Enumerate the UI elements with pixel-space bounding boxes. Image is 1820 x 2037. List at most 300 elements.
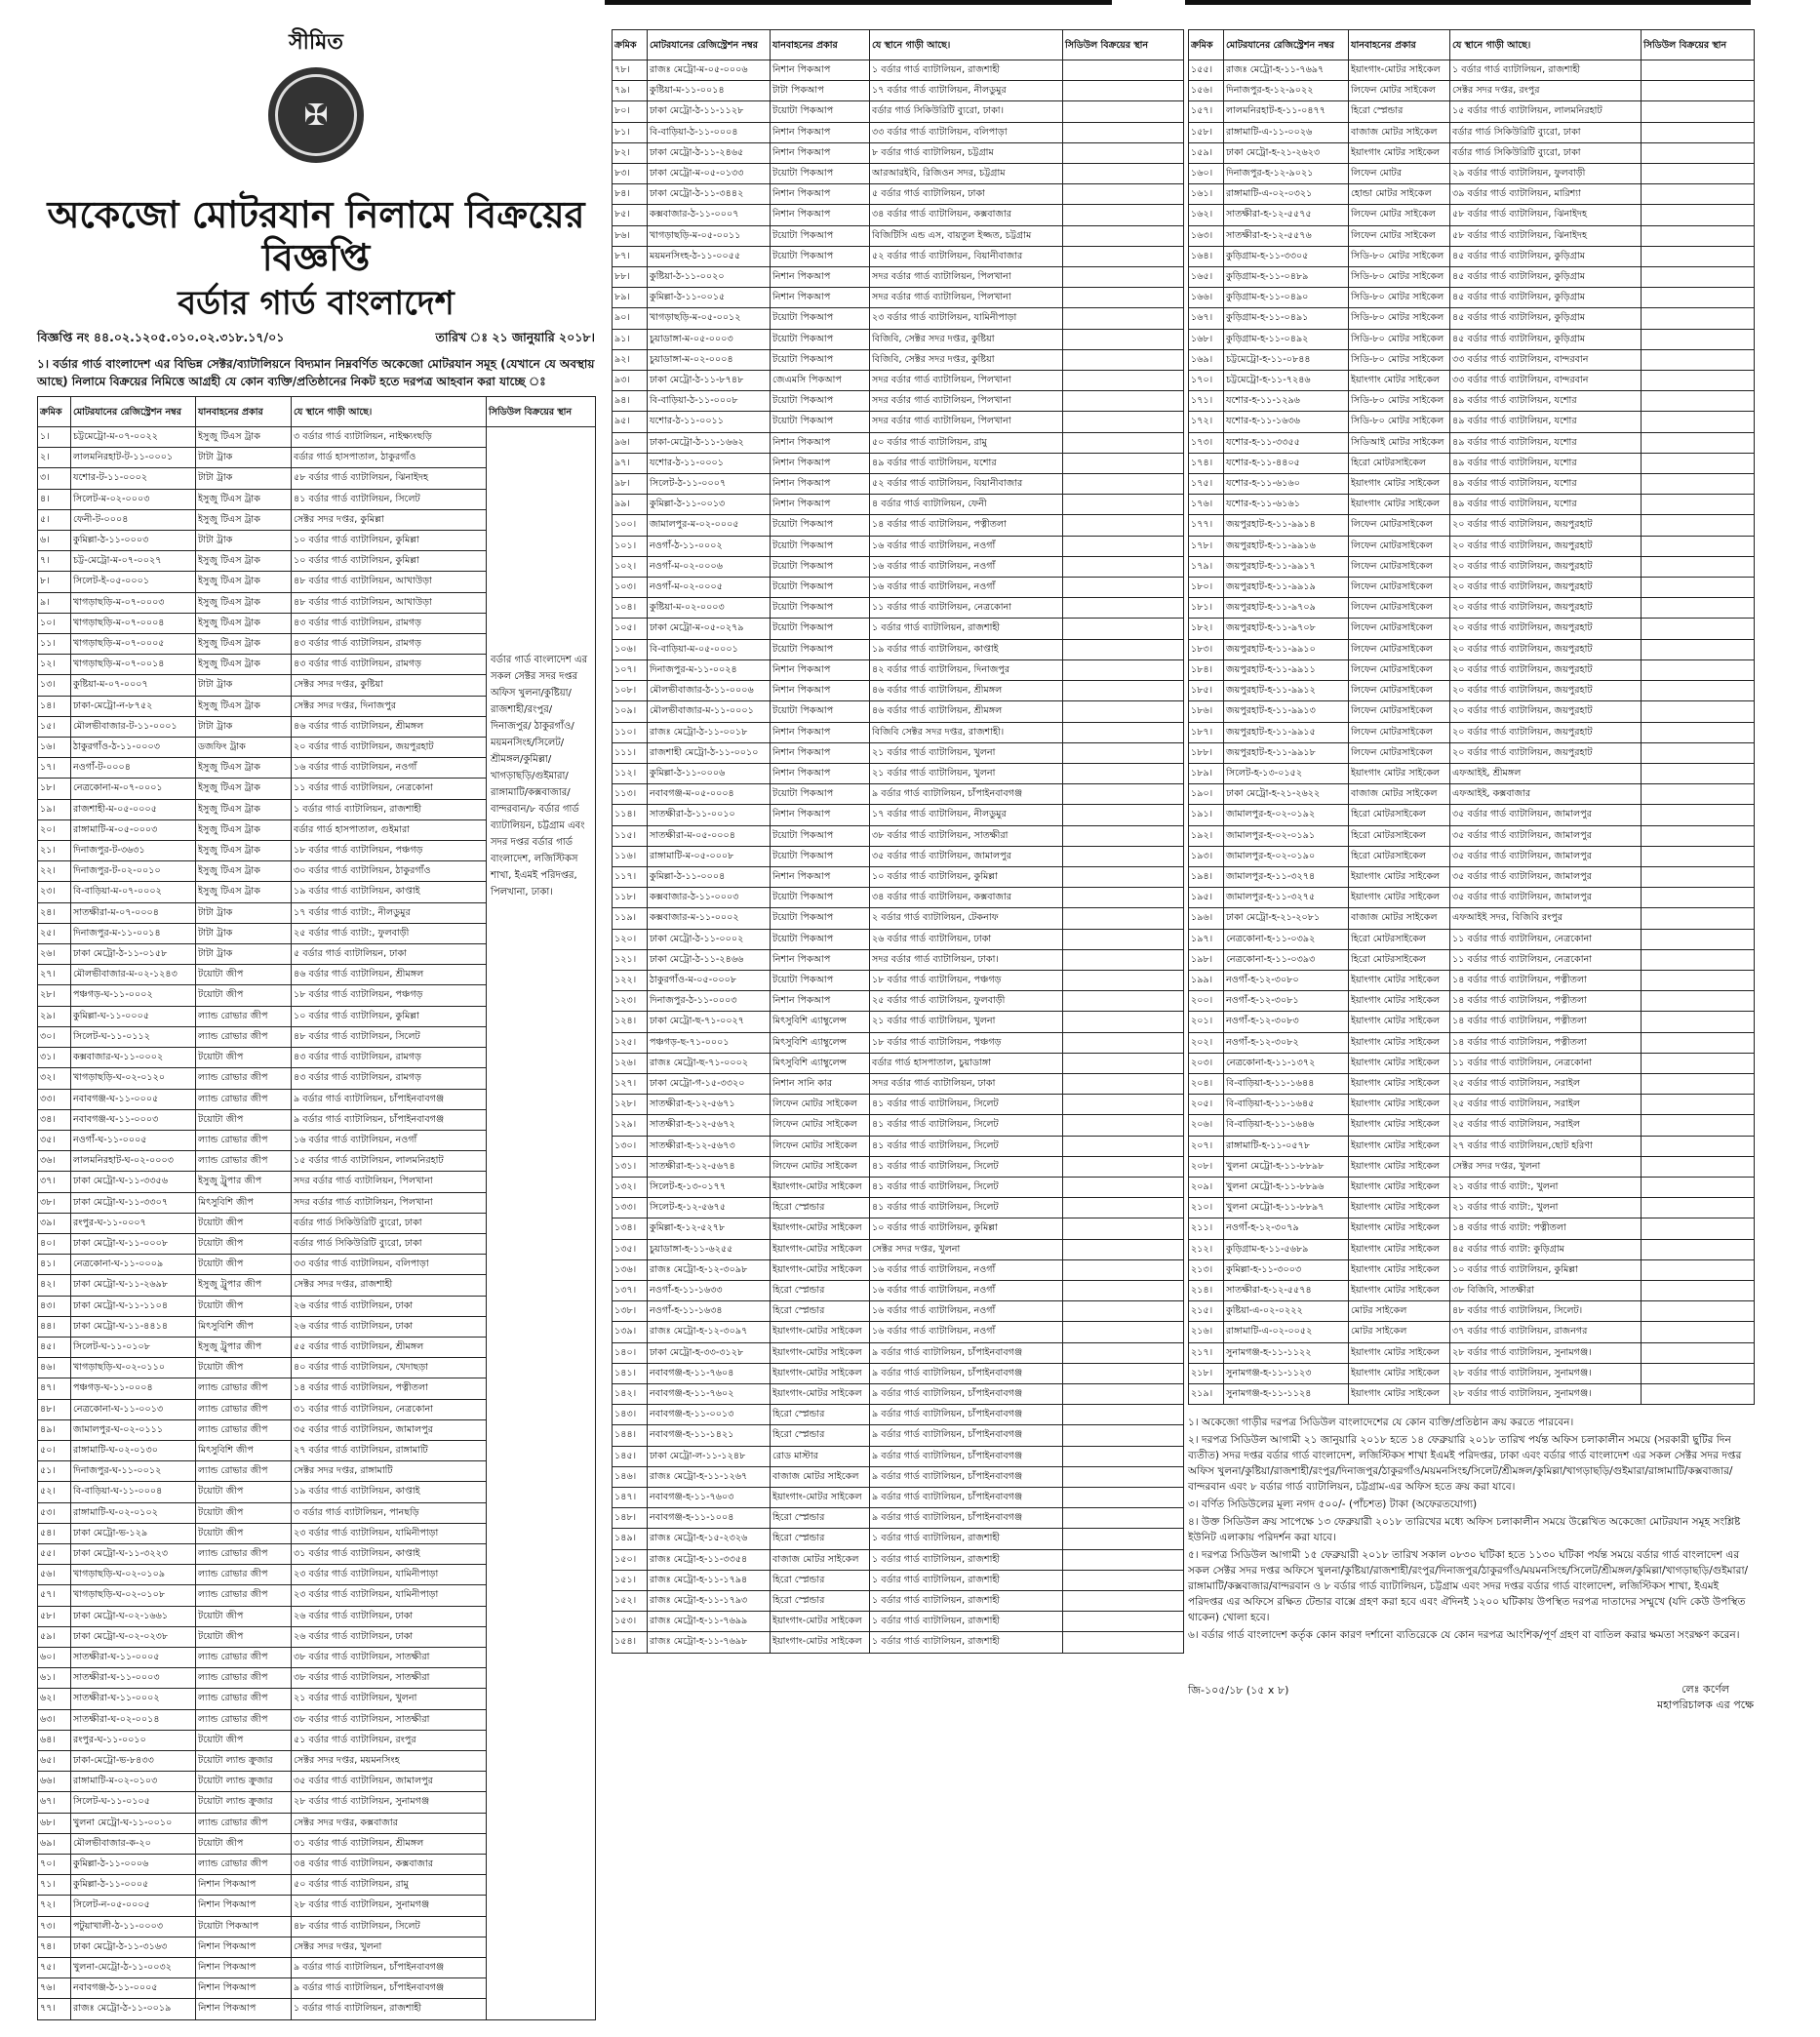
cell-registration: দিনাজপুর-ট-৩৬৩১ [71,841,196,861]
cell-location: ২০ বর্ডার গার্ড ব্যাটালিয়ন, জয়পুরহাট [1450,578,1642,598]
cell-location: ২০ বর্ডার গার্ড ব্যাটালিয়ন, জয়পুরহাট [1450,639,1642,659]
cell-vehicle-type: নিশান পিকআপ [771,142,870,163]
cell-registration: ঢাকা মেট্রো-ঠ-১১-৩৪৪২ [648,184,771,205]
cell-vehicle-type: ইয়াংগাং মোটর সাইকেল [1349,1115,1450,1136]
cell-location: ৩ বর্ডার গার্ড ব্যাটালিয়ন, নাইক্ষ্যংছড়ি [292,427,487,448]
cell-serial: ১৯০। [1189,784,1224,805]
table-row [613,742,1184,763]
table-row [1189,556,1755,577]
cell-vehicle-type: ইসুজু টিএস ট্রাক [196,613,292,633]
table-row [613,1115,1184,1136]
table-row [1189,1053,1755,1073]
cell-schedule-empty [1063,1488,1184,1508]
cell-location: ১ বর্ডার গার্ড ব্যাটালিয়ন, রাজশাহী [870,1632,1063,1653]
cell-schedule-empty [1063,1032,1184,1053]
cell-schedule-empty [1063,1466,1184,1487]
cell-registration: যশোর-হ-১১-৩৩৫৫ [1224,432,1349,453]
cell-schedule-empty [1063,1322,1184,1342]
cell-serial: ৫৬। [38,1565,71,1585]
cell-serial: ১২৩। [613,991,648,1012]
cell-location: ৩৭ বর্ডার গার্ড ব্যাটালিয়ন, রাজনগর [1450,1322,1642,1342]
table-row [613,308,1184,329]
cell-vehicle-type: টয়োটা জীপ [196,1730,292,1750]
cell-vehicle-type: টয়োটা জীপ [196,1255,292,1275]
cell-registration: দিনাজপুর-ট-০২-০০১০ [71,861,196,882]
table-row [613,929,1184,949]
cell-registration: সাতক্ষীরা-ঘ-১১-০০০২ [71,1689,196,1709]
cell-registration: জয়পুরহাট-হ-১১-৯৯১৩ [1224,701,1349,722]
cell-vehicle-type: সিডি-৮০ মোটর সাইকেল [1349,246,1450,266]
header-type: যানবাহনের প্রকার [196,397,292,427]
cell-registration: সাতক্ষীরা-হ-১২-৫৬৭৪ [648,1156,771,1177]
footer-reference: জি-১০৫/১৮ (১৫ x ৮) [1188,1684,1289,1698]
cell-vehicle-type: নিশান পিকআপ [771,742,870,763]
cell-registration: সিলেট-ম-০২-০০০৩ [71,489,196,509]
cell-location: ৪১ বর্ডার গার্ড ব্যাটালিয়ন, সিলেট [870,1177,1063,1197]
cell-registration: নওগাঁ-হ-১২-৩০৮৩ [1224,1012,1349,1032]
cell-schedule-empty [1063,1198,1184,1218]
cell-schedule-empty [1642,515,1755,536]
cell-serial: ৪। [38,489,71,509]
table-row [1189,101,1755,122]
cell-registration: নওগাঁ-ট-০০০৪ [71,758,196,779]
cell-schedule-empty [1063,349,1184,370]
memo-line [37,330,595,349]
cell-location: ১ বর্ডার গার্ড ব্যাটালিয়ন, রাজশাহী [870,619,1063,639]
cell-schedule-empty [1642,888,1755,908]
cell-serial: ১২। [38,655,71,675]
cell-serial: ২১৭। [1189,1342,1224,1363]
cell-registration: বি-বাড়িয়া-ঠ-১১-০০০৮ [648,391,771,412]
cell-registration: যশোর-হ-১১-১৬৩৬ [1224,412,1349,432]
cell-serial: ৪৫। [38,1337,71,1357]
cell-serial: ১৮২। [1189,619,1224,639]
cell-vehicle-type: টয়োটা পিকআপ [771,329,870,349]
cell-registration: মৌলভীবাজার-ম-০২-১২৪৩ [71,965,196,985]
cell-schedule-empty [1642,329,1755,349]
cell-vehicle-type: নিশান পিকআপ [771,267,870,288]
cell-schedule-place: বর্ডার গার্ড বাংলাদেশ এর সকল সেক্টর সদর দপ্তর অফিস খুলনা/কুষ্টিয়া/ রাজশাহী/রংপুর/দিনাজপুর/ ঠাকুরগাঁও/ময়মনসিংহ/সিলেট/শ্রীমঙ্গল/কুমিল্লা/খাগড়াছড়ি/গুইমারা/রাঙ্গামাটি/কক্সবাজার/বান্দরবান/৮ বর্ডার গার্ড ব্যাটালিয়ন, চট্টগ্রাম এবং সদর দপ্তর বর্ডার গার্ড বাংলাদেশ, লজিস্টিকস শাখা, ইএমই পরিদপ্তর, পিলখানা, ঢাকা। [487,427,596,2020]
header-type: যানবাহনের প্রকার [1349,30,1450,60]
cell-serial: ১৫৩। [613,1612,648,1632]
cell-registration: সাতক্ষীরা-হ-১২-৫৬৭৩ [648,1136,771,1156]
cell-registration: কুড়িগ্রাম-হ-১১-০৪৮৯ [1224,267,1349,288]
cell-vehicle-type: ল্যান্ড রোভার জীপ [196,1419,292,1440]
cell-serial: ৯৭। [613,453,648,473]
cell-vehicle-type: হিরো স্প্লেন্ডার [771,1508,870,1529]
table-row [613,1032,1184,1053]
cell-location: ৯ বর্ডার গার্ড ব্যাটালিয়ন, চাঁপাইনবাবগঞ্জ [292,1958,487,1978]
cell-location: ৪১ বর্ডার গার্ড ব্যাটালিয়ন, সিলেট [870,1156,1063,1177]
cell-serial: ২০৬। [1189,1115,1224,1136]
cell-vehicle-type: সিডি-৮০ মোটর সাইকেল [1349,329,1450,349]
cell-schedule-empty [1642,908,1755,929]
table-row [1189,267,1755,288]
cell-schedule-empty [1642,1259,1755,1280]
cell-serial: ৯১। [613,329,648,349]
cell-schedule-empty [1063,701,1184,722]
cell-location: ৯ বর্ডার গার্ড ব্যাটালিয়ন, চাঁপাইনবাবগঞ্জ [292,1109,487,1130]
cell-location: ৪৬ বর্ডার গার্ড ব্যাটালিয়ন, শ্রীমঙ্গল [292,965,487,985]
signature-role: মহাপরিচালক এর পক্ষে [1657,1698,1754,1712]
table-row [1189,1301,1755,1322]
cell-serial: ১৫৮। [1189,122,1224,142]
cell-location: সদর বর্ডার গার্ড ব্যাটালিয়ন, পিলখানা [870,288,1063,308]
cell-serial: ১৫। [38,716,71,737]
cell-serial: ১৬২। [1189,205,1224,225]
cell-schedule-empty [1063,1095,1184,1115]
table-row [613,991,1184,1012]
cell-vehicle-type: ইয়াংগাং মোটর সাইকেল [1349,1053,1450,1073]
cell-vehicle-type: ল্যান্ড রোভার জীপ [196,1378,292,1399]
cell-serial: ৪৮। [38,1399,71,1419]
cell-serial: ৯৩। [613,371,648,391]
cell-registration: সাতক্ষীরা-ঘ-১১-০০০৩ [71,1668,196,1689]
cell-schedule-empty [1642,846,1755,866]
cell-location: ৫ বর্ডার গার্ড ব্যাটালিয়ন, ঢাকা [292,944,487,965]
table-row [1189,225,1755,246]
cell-serial: ১৯৮। [1189,949,1224,970]
cell-serial: ১৪৯। [613,1529,648,1549]
column-3 [1188,29,1754,1713]
cell-registration: নবাবগঞ্জ-ঘ-১১-০০০৩ [71,1109,196,1130]
cell-location: ১০ বর্ডার গার্ড ব্যাটালিয়ন, কুমিল্লা [870,1218,1063,1239]
table-row [613,1053,1184,1073]
cell-serial: ১৫৬। [1189,81,1224,101]
cell-serial: ৩৩। [38,1089,71,1109]
table-row [613,515,1184,536]
cell-vehicle-type: ল্যান্ড রোভার জীপ [196,1026,292,1047]
cell-vehicle-type: জেএমসি পিকআপ [771,371,870,391]
header-serial: ক্রমিক [38,397,71,427]
cell-registration: জামালপুর-ম-০২-০০০৫ [648,515,771,536]
cell-location: ৪৩ বর্ডার গার্ড ব্যাটালিয়ন, রামগড় [292,634,487,655]
table-row [1189,1136,1755,1156]
cell-vehicle-type: ইয়াংগাং মোটর সাইকেল [1349,474,1450,495]
cell-schedule-empty [1642,722,1755,742]
cell-vehicle-type: ইসুজু টিএস ট্রাক [196,489,292,509]
cell-schedule-empty [1642,432,1755,453]
cell-schedule-empty [1063,1425,1184,1446]
cell-schedule-empty [1063,60,1184,81]
cell-schedule-empty [1063,1591,1184,1612]
cell-serial: ১৫১। [613,1570,648,1590]
cell-location: সেক্টর সদর দপ্তর, রাঙ্গামাটি [292,1461,487,1482]
cell-registration: নওগাঁ-হ-১২-৩০৮১ [1224,991,1349,1012]
table-row [1189,1280,1755,1300]
cell-schedule-empty [1642,1342,1755,1363]
cell-registration: চুয়াডাঙ্গা-ম-০৫-০০০৩ [648,329,771,349]
table-row [1189,970,1755,990]
cell-serial: ১৮১। [1189,598,1224,619]
table-row [1189,805,1755,825]
cell-schedule-empty [1063,1053,1184,1073]
cell-location: বিজিটিসি এন্ড এস, বায়তুল ইজ্জত, চট্টগ্রাম [870,225,1063,246]
cell-serial: ১৩৯। [613,1322,648,1342]
cell-schedule-empty [1642,970,1755,990]
cell-vehicle-type: ইসুজু টিএস ট্রাক [196,758,292,779]
cell-vehicle-type: টাটা ট্রাক [196,675,292,696]
cell-serial: ২০৩। [1189,1053,1224,1073]
cell-location: ১ বর্ডার গার্ড ব্যাটালিয়ন, রাজশাহী [870,1591,1063,1612]
cell-registration: ময়মনসিংহ-ঠ-১১-০০৫৫ [648,246,771,266]
cell-location: ৪৩ বর্ডার গার্ড ব্যাটালিয়ন, রামগড় [292,655,487,675]
cell-registration: পটুয়াখালী-ঠ-১১-০০০৩ [71,1916,196,1937]
cell-location: ২০ বর্ডার গার্ড ব্যাটালিয়ন, জয়পুরহাট [1450,619,1642,639]
cell-location: ৪৫ বর্ডার গার্ড ব্যাটালিয়ন, কুড়িগ্রাম [1450,267,1642,288]
cell-location: ৯ বর্ডার গার্ড ব্যাটালিয়ন, চাঁপাইনবাবগঞ্জ [870,1508,1063,1529]
cell-schedule-empty [1642,142,1755,163]
cell-registration: রাঙ্গামাটি-হ-১১-০৫৭৮ [1224,1136,1349,1156]
table-header-row [1189,30,1755,60]
cell-schedule-empty [1063,1363,1184,1383]
table-row [1189,515,1755,536]
cell-schedule-empty [1063,619,1184,639]
table-row [613,1446,1184,1466]
cell-serial: ১৩৬। [613,1259,648,1280]
cell-serial: ১৯৯। [1189,970,1224,990]
cell-serial: ৮৩। [613,164,648,184]
cell-registration: ঢাকা মেট্রো-ঘ-১১-০০০৮ [71,1233,196,1254]
cell-serial: ৬৬। [38,1772,71,1792]
cell-registration: রাজঃ মেট্রো-হ-১৫-২৩২৬ [648,1529,771,1549]
cell-vehicle-type: ইসুজু ট্রুপার জীপ [196,1337,292,1357]
cell-registration: রাজঃ মেট্রো-হ-১২-৩০৯৮ [648,1259,771,1280]
cell-registration: যশোর-ঠ-১১-০০১১ [648,412,771,432]
cell-registration: জামালপুর-হ-০২-০১৯০ [1224,846,1349,866]
cell-vehicle-type: ইসুজু টিএস ট্রাক [196,551,292,572]
cell-registration: কুমিল্লা-ঠ-১১-০০০৬ [648,763,771,783]
cell-location: ৪৩ বর্ডার গার্ড ব্যাটালিয়ন, রামগড় [292,1068,487,1089]
cell-schedule-empty [1642,619,1755,639]
cell-vehicle-type: ইয়াংগাং মোটর সাইকেল [1349,495,1450,515]
cell-schedule-empty [1642,949,1755,970]
note-item: ১। অকেজো গাড়ীর দরপত্র সিডিউল বাংলাদেশের যে কোন ব্যক্তি/প্রতিষ্ঠান ক্রয় করতে পারবেন। [1188,1417,1574,1429]
table-row [613,659,1184,680]
table-row [1189,349,1755,370]
cell-vehicle-type: ইয়াংগাং-মোটর সাইকেল [771,1259,870,1280]
cell-registration: জয়পুরহাট-হ-১১-৯৯১২ [1224,681,1349,701]
cell-schedule-empty [1063,1012,1184,1032]
cell-registration: রংপুর-ঘ-১১-০০০৭ [71,1213,196,1233]
cell-location: ৯ বর্ডার গার্ড ব্যাটালিয়ন, চাঁপাইনবাবগঞ্জ [870,784,1063,805]
cell-serial: ১৬৮। [1189,329,1224,349]
bgb-emblem-icon [268,67,364,163]
cell-registration: ঢাকা মেট্রো-ঠ-১১-৮৭৪৮ [648,371,771,391]
table-row [1189,1073,1755,1094]
cell-location: ১ বর্ডার গার্ড ব্যাটালিয়ন, রাজশাহী [870,1612,1063,1632]
cell-location: ২০ বর্ডার গার্ড ব্যাটালিয়ন, জয়পুরহাট [1450,598,1642,619]
cell-vehicle-type: ইয়াংগাং মোটর সাইকেল [1349,1198,1450,1218]
cell-location: ১ বর্ডার গার্ড ব্যাটালিয়ন, রাজশাহী [292,799,487,819]
cell-schedule-empty [1063,432,1184,453]
cell-registration: রাজশাহী-ম-০৫-০০০৫ [71,799,196,819]
cell-vehicle-type: ইয়াংগাং-মোটর সাইকেল [771,1342,870,1363]
cell-schedule-empty [1063,866,1184,887]
cell-registration: মৌলভীবাজার-ম-১১-০০০১ [648,701,771,722]
cell-serial: ২৩। [38,882,71,902]
cell-schedule-empty [1063,805,1184,825]
cell-serial: ১০৯। [613,701,648,722]
cell-registration: ঢাকা-মেট্রো-ন-৮৭৫২ [71,696,196,716]
cell-serial: ১৮৪। [1189,659,1224,680]
cell-vehicle-type: টয়োটা জীপ [196,1109,292,1130]
cell-location: ২০ বর্ডার গার্ড ব্যাটালিয়ন, জয়পুরহাট [1450,681,1642,701]
cell-location: সেক্টর সদর দপ্তর, ময়মনসিংহ [292,1751,487,1772]
cell-serial: ৬১। [38,1668,71,1689]
cell-vehicle-type: টয়োটা পিকআপ [771,101,870,122]
table-row [613,805,1184,825]
table-row [1189,701,1755,722]
cell-schedule-empty [1642,556,1755,577]
cell-schedule-empty [1642,784,1755,805]
cell-location: ৪৫ বর্ডার গার্ড ব্যাটা: কুড়িগ্রাম [1450,1239,1642,1259]
table-row [613,1239,1184,1259]
cell-schedule-empty [1063,991,1184,1012]
cell-schedule-empty [1642,1280,1755,1300]
cell-registration: যশোর-হ-১১-৬১৬০ [1224,474,1349,495]
table-header-row [613,30,1184,60]
cell-serial: ৯। [38,592,71,613]
cell-schedule-empty [1063,846,1184,866]
cell-vehicle-type: ইয়াংগাং মোটর সাইকেল [1349,1280,1450,1300]
cell-serial: ৯৮। [613,474,648,495]
cell-location: ৪২ বর্ডার গার্ড ব্যাটালিয়ন, দিনাজপুর [870,659,1063,680]
cell-registration: চট্টমেট্রো-হ-১১-৭২৪৬ [1224,371,1349,391]
table-row [1189,412,1755,432]
cell-location: ২১ বর্ডার গার্ড ব্যাটালিয়ন, খুলনা [292,1689,487,1709]
cell-vehicle-type: ইয়াংগাং মোটর সাইকেল [1349,1073,1450,1094]
cell-registration: সাতক্ষীরা-হ-১২-৫৫৭৫ [1224,205,1349,225]
cell-location: ১৯ বর্ডার গার্ড ব্যাটালিয়ন, কাপ্তাই [870,639,1063,659]
cell-vehicle-type: লিফেন মোটরসাইকেল [1349,681,1450,701]
cell-registration: চট্টমেট্রো-হ-১১-০৮৪৪ [1224,349,1349,370]
cell-serial: ১৬১। [1189,184,1224,205]
cell-location: ১৭ বর্ডার গার্ড ব্যাটালিয়ন, নীলডুমুর [870,81,1063,101]
cell-schedule-empty [1063,142,1184,163]
cell-vehicle-type: ইয়াংগাং মোটর সাইকেল [1349,991,1450,1012]
cell-location: ৫ বর্ডার গার্ড ব্যাটালিয়ন, ঢাকা [870,184,1063,205]
cell-registration: রংপুর-ঘ-১১-০০১০ [71,1730,196,1750]
table-row [613,432,1184,453]
table-row [613,81,1184,101]
cell-serial: ১০২। [613,556,648,577]
cell-registration: সাতক্ষীরা-ঘ-০২-০০১৪ [71,1709,196,1730]
cell-serial: ১১৪। [613,805,648,825]
cell-schedule-empty [1642,349,1755,370]
cell-schedule-empty [1642,639,1755,659]
cell-location: ৩৮ বর্ডার গার্ড ব্যাটালিয়ন, সাতক্ষীরা [292,1647,487,1667]
cell-registration: বি-বাড়িয়া-ঘ-১১-০০০৪ [71,1482,196,1502]
cell-serial: ১৯২। [1189,825,1224,846]
cell-serial: ১৭৭। [1189,515,1224,536]
table-row [613,1570,1184,1590]
cell-serial: ৩৮। [38,1192,71,1213]
memo-number: বিজ্ঞপ্তি নং ৪৪.০২.১২০৫.০১০.০২.৩১৮.১৭/০১ [37,330,285,344]
cell-registration: খাগড়াছড়ি-ঘ-০২-০১০৮ [71,1585,196,1606]
cell-location: বিজিবি, সেক্টর সদর দপ্তর, কুষ্টিয়া [870,349,1063,370]
cell-registration: রাজঃ মেট্রো-হ-১১-৭৬৯৮ [648,1632,771,1653]
cell-registration: কুষ্টিয়া-ম-০৭-০০০৭ [71,675,196,696]
table-row [613,578,1184,598]
cell-vehicle-type: হিরো স্প্লেন্ডার [771,1570,870,1590]
cell-location: ২৭ বর্ডার গার্ড ব্যাটালিয়ন,ছোট হরিণা [1450,1136,1642,1156]
table-row [613,371,1184,391]
table-row [613,1136,1184,1156]
table-row [1189,184,1755,205]
cell-registration: ঢাকা মেট্রো-ঠ-১১-২৪৬৬ [648,949,771,970]
cell-registration: রাজঃ মেট্রো-ছ-৭১-০০০২ [648,1053,771,1073]
cell-registration: রাঙ্গামাটি-ম-০৫-০০০৮ [648,846,771,866]
cell-serial: ১৮৯। [1189,763,1224,783]
cell-schedule-empty [1642,474,1755,495]
cell-serial: ১২৯। [613,1115,648,1136]
cell-serial: ১৩৩। [613,1198,648,1218]
cell-schedule-empty [1642,267,1755,288]
cell-registration: নবাবগঞ্জ-ঘ-১১-০০০৫ [71,1089,196,1109]
cell-location: বর্ডার গার্ড হাসপাতাল, চুয়াডাঙ্গা [870,1053,1063,1073]
cell-serial: ১০৭। [613,659,648,680]
cell-serial: ৩১। [38,1048,71,1068]
header-location: যে স্থানে গাড়ী আছে। [870,30,1063,60]
table-row [613,184,1184,205]
cell-registration: জামালপুর-হ-০২-০১৯১ [1224,825,1349,846]
cell-registration: খুলনা মেট্রো-ঘ-১১-০০১০ [71,1813,196,1833]
cell-location: ১০ বর্ডার গার্ড ব্যাটালিয়ন, কুমিল্লা [292,551,487,572]
cell-serial: ১১৩। [613,784,648,805]
cell-vehicle-type: সিডি-৮০ মোটর সাইকেল [1349,391,1450,412]
cell-registration: নবাবগঞ্জ-ঠ-১১-০০০৫ [71,1978,196,1999]
cell-vehicle-type: হিরো স্প্লেন্ডার [771,1301,870,1322]
cell-schedule-empty [1642,308,1755,329]
cell-registration: জয়পুরহাট-হ-১১-৯৯১৭ [1224,556,1349,577]
cell-serial: ১২৬। [613,1053,648,1073]
cell-location: ১ বর্ডার গার্ড ব্যাটালিয়ন, রাজশাহী [292,1999,487,2019]
cell-serial: ১২৫। [613,1032,648,1053]
cell-registration: সিলেট-ই-০৫-০০০১ [71,572,196,592]
cell-registration: ঢাকা মেট্রো-ঘ-০২-০২৩৮ [71,1626,196,1647]
cell-vehicle-type: টাটা ট্রাক [196,716,292,737]
cell-location: সদর বর্ডার গার্ড ব্যাটালিয়ন, পিলখানা [292,1172,487,1192]
cell-registration: জয়পুরহাট-হ-১১-৯৭০৮ [1224,619,1349,639]
cell-vehicle-type: ল্যান্ড রোভার জীপ [196,1813,292,1833]
table-row [613,1529,1184,1549]
cell-registration: নবাবগঞ্জ-হ-১১-১৪২১ [648,1425,771,1446]
cell-schedule-empty [1642,536,1755,556]
cell-location: ২১ বর্ডার গার্ড ব্যাটালিয়ন, খুলনা [870,763,1063,783]
table-row [613,453,1184,473]
cell-location: ৩৫ বর্ডার গার্ড ব্যাটালিয়ন, জামালপুর [1450,888,1642,908]
note-item: ৬। বর্ডার গার্ড বাংলাদেশ কর্তৃক কোন কারণ দর্শানো ব্যতিরেকে যে কোন দরপত্র আংশিক/পূর্ণ গ্রহণ বা বাতিল করার ক্ষমতা সংরক্ষণ করেন। [1188,1629,1740,1642]
cell-location: ৫১ বর্ডার গার্ড ব্যাটালিয়ন, রংপুর [292,1730,487,1750]
cell-schedule-empty [1642,1198,1755,1218]
table-row [1189,619,1755,639]
cell-serial: ৭৫। [38,1958,71,1978]
cell-location: ১৫ বর্ডার গার্ড ব্যাটালিয়ন, লালমনিরহাট [1450,101,1642,122]
cell-schedule-empty [1642,205,1755,225]
memo-date: তারিখ ঃ ২১ জানুয়ারি ২০১৮। [435,330,595,344]
cell-vehicle-type: টয়োটা পিকআপ [771,225,870,246]
cell-serial: ৩৯। [38,1213,71,1233]
table-row [613,536,1184,556]
cell-location: ৪৯ বর্ডার গার্ড ব্যাটালিয়ন, যশোর [1450,391,1642,412]
vehicle-table-1 [37,396,596,2020]
table-row [1189,288,1755,308]
cell-serial: ১৩৪। [613,1218,648,1239]
cell-vehicle-type: টয়োটা পিকআপ [771,929,870,949]
header-type: যানবাহনের প্রকার [771,30,870,60]
cell-registration: সাতক্ষীরা-ম-০৫-০০০৪ [648,825,771,846]
